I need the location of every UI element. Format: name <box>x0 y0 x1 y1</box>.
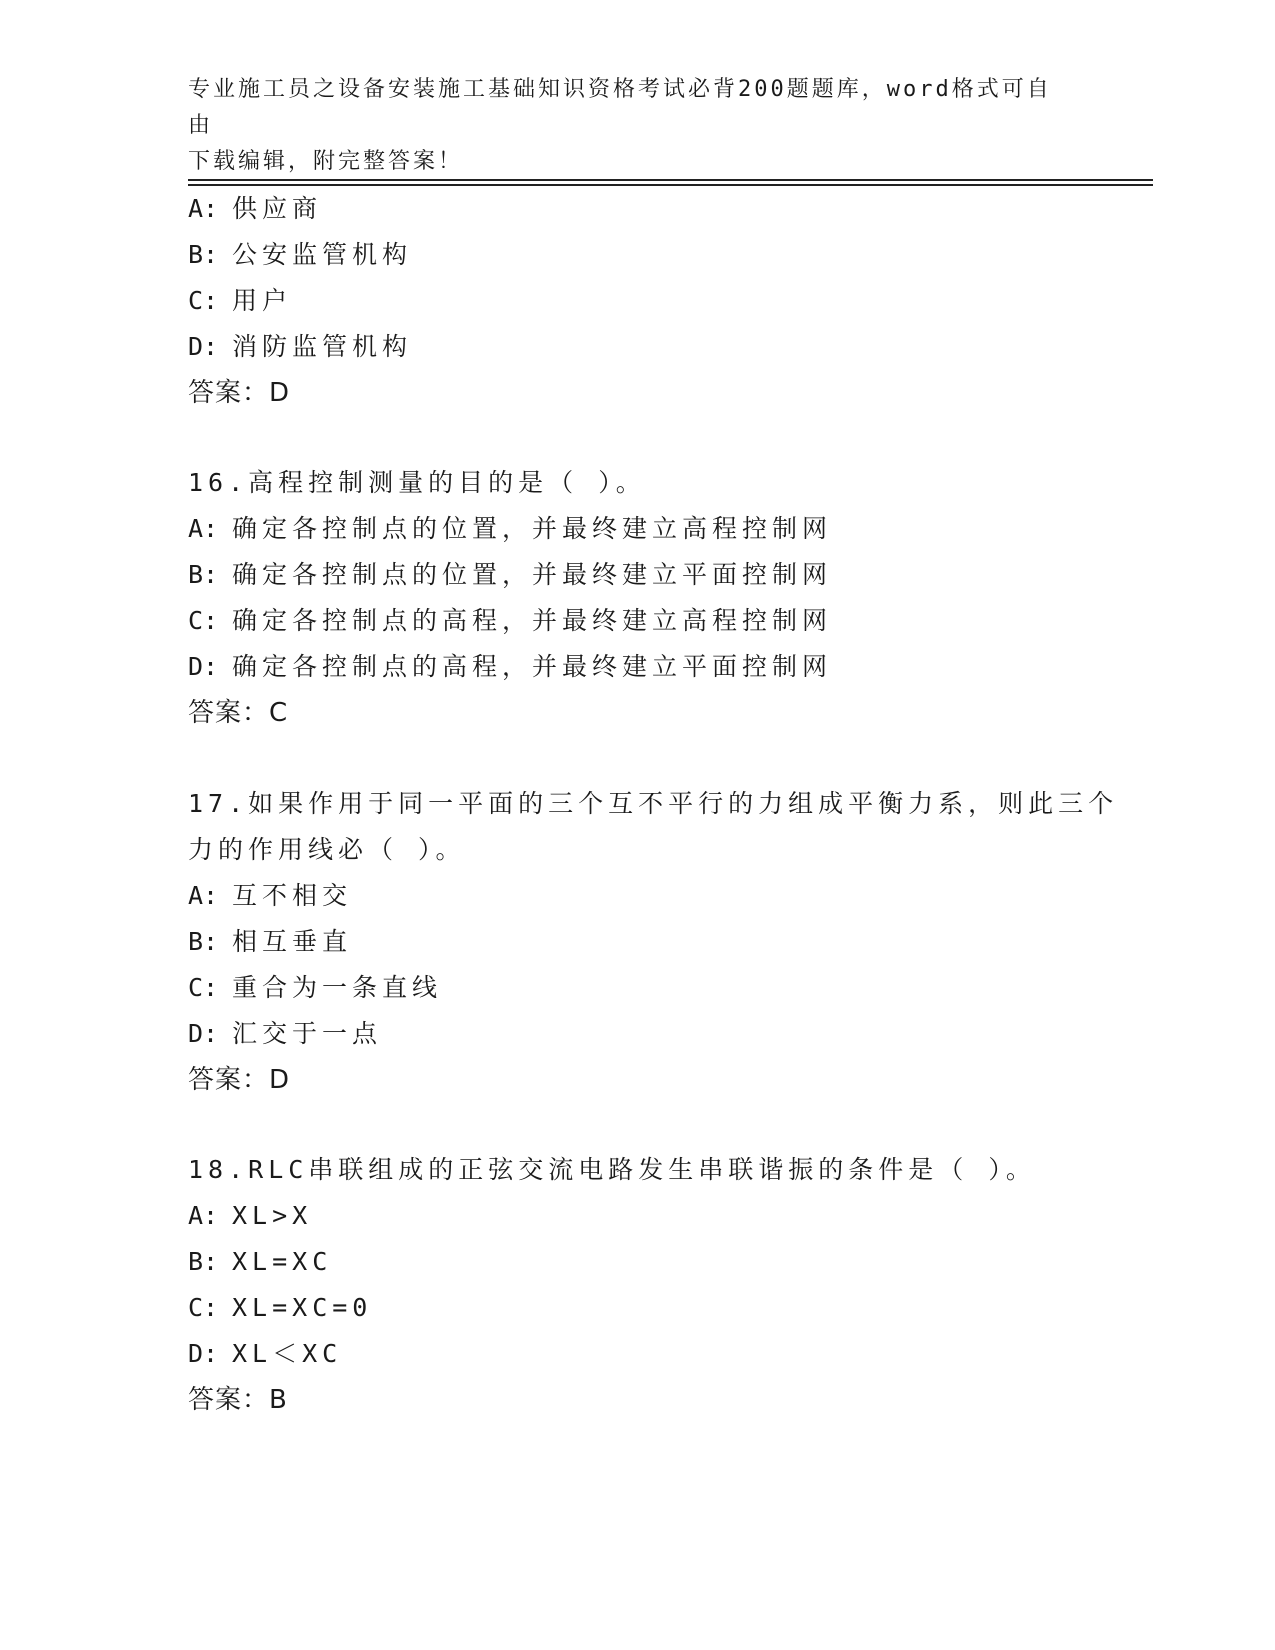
option-a <box>188 186 1088 232</box>
option-b <box>188 1239 1088 1285</box>
option-c <box>188 598 1088 644</box>
question-stem: 16.高程控制测量的目的是（ ）。 <box>188 468 646 497</box>
question-16-block <box>188 460 1088 736</box>
option-key: C: <box>188 606 219 635</box>
answer-line: 答案：B <box>188 1385 288 1415</box>
option-key: C: <box>188 973 219 1002</box>
option-text: 汇交于一点 <box>232 1019 383 1048</box>
option-text: 确定各控制点的位置，并最终建立平面控制网 <box>232 560 833 589</box>
option-key: B: <box>188 560 219 589</box>
header-divider-top <box>188 179 1153 181</box>
option-text: 互不相交 <box>232 881 353 910</box>
option-key: A: <box>188 194 219 223</box>
option-text: 供应商 <box>232 194 323 223</box>
option-c <box>188 965 1088 1011</box>
document-header <box>188 72 1068 180</box>
option-text: 公安监管机构 <box>232 240 413 269</box>
option-d <box>188 324 1088 370</box>
option-text: XL＜XC <box>232 1339 343 1368</box>
question-stem: 17.如果作用于同一平面的三个互不平行的力组成平衡力系，则此三个 <box>188 789 1119 818</box>
option-key: C: <box>188 1293 219 1322</box>
question-stem: 18.RLC串联组成的正弦交流电路发生串联谐振的条件是（ ）。 <box>188 1155 1036 1184</box>
option-b <box>188 232 1088 278</box>
option-text: 相互垂直 <box>232 927 353 956</box>
question-18-block <box>188 1147 1088 1423</box>
option-key: A: <box>188 881 219 910</box>
option-d <box>188 1011 1088 1057</box>
option-text: XL>X <box>232 1201 313 1230</box>
option-key: A: <box>188 1201 219 1230</box>
option-key: B: <box>188 240 219 269</box>
option-key: D: <box>188 652 219 681</box>
option-key: D: <box>188 1019 219 1048</box>
header-line-1: 专业施工员之设备安装施工基础知识资格考试必背200题题库，word格式可自由 <box>188 77 1052 138</box>
option-a <box>188 1193 1088 1239</box>
question-stem-continued: 力的作用线必（ ）。 <box>188 835 466 864</box>
option-key: D: <box>188 332 219 361</box>
option-key: B: <box>188 1247 219 1276</box>
option-text: XL=XC <box>232 1247 333 1276</box>
option-key: A: <box>188 514 219 543</box>
option-text: 确定各控制点的高程，并最终建立高程控制网 <box>232 606 833 635</box>
question-15-block <box>188 186 1088 416</box>
option-b <box>188 552 1088 598</box>
option-a <box>188 873 1088 919</box>
option-text: 用户 <box>232 286 293 315</box>
question-17-block <box>188 781 1119 1103</box>
answer-line: 答案：C <box>188 698 289 728</box>
option-c <box>188 278 1088 324</box>
answer-line: 答案：D <box>188 1065 291 1095</box>
option-d <box>188 1331 1088 1377</box>
option-c <box>188 1285 1088 1331</box>
answer-line: 答案：D <box>188 378 291 408</box>
option-text: 确定各控制点的位置，并最终建立高程控制网 <box>232 514 833 543</box>
option-text: 消防监管机构 <box>232 332 413 361</box>
option-key: B: <box>188 927 219 956</box>
option-d <box>188 644 1088 690</box>
option-key: C: <box>188 286 219 315</box>
option-key: D: <box>188 1339 219 1368</box>
option-a <box>188 506 1088 552</box>
option-b <box>188 919 1088 965</box>
header-line-2: 下载编辑，附完整答案！ <box>188 149 464 174</box>
option-text: XL=XC=0 <box>232 1293 373 1322</box>
option-text: 确定各控制点的高程，并最终建立平面控制网 <box>232 652 833 681</box>
option-text: 重合为一条直线 <box>232 973 443 1002</box>
